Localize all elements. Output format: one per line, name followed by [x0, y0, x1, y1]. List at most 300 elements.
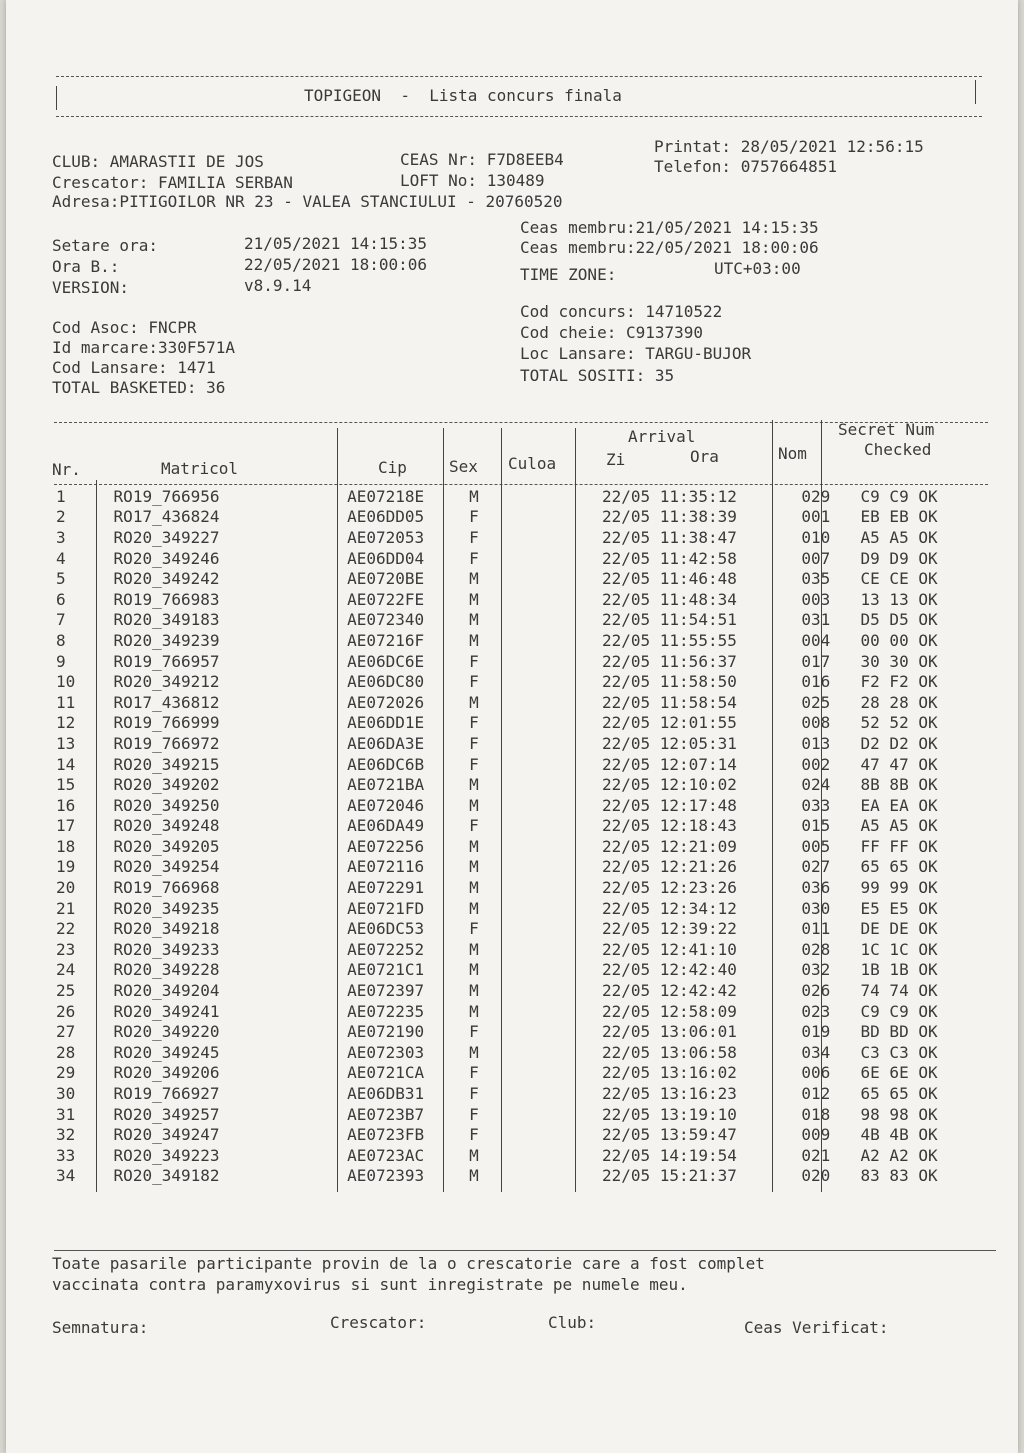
row-matricol: RO19_766983 — [113, 589, 220, 609]
row-number: 21 — [56, 898, 76, 918]
row-nom: 033 — [801, 795, 831, 815]
row-nom: 008 — [801, 713, 831, 733]
row-secret-checked: 83 83 OK — [860, 1166, 938, 1186]
row-culoa — [521, 1083, 588, 1104]
row-cip: AE07216F — [347, 630, 425, 650]
row-matricol: RO20_349205 — [113, 836, 220, 856]
version-value: v8.9.14 — [244, 276, 312, 295]
row-sex: M — [469, 589, 479, 609]
table-row — [50, 754, 1018, 775]
row-culoa — [521, 671, 588, 692]
row-sex: M — [469, 1166, 479, 1186]
table-row — [50, 1063, 1018, 1084]
row-secret-checked: 74 74 OK — [860, 981, 938, 1001]
row-number: 31 — [56, 1104, 76, 1124]
row-cip: AE06DC6E — [347, 651, 425, 671]
table-row — [50, 898, 1018, 919]
row-number: 24 — [56, 960, 76, 980]
row-secret-checked: 65 65 OK — [860, 857, 938, 877]
declaration-line-2: vaccinata contra paramyxovirus si sunt inregistrate pe numele meu. — [52, 1275, 688, 1294]
row-number: 34 — [56, 1166, 76, 1186]
table-row — [50, 1001, 1018, 1022]
row-nom: 018 — [801, 1104, 831, 1124]
row-secret-checked: FF FF OK — [860, 836, 938, 856]
row-sex: F — [469, 507, 479, 527]
row-cip: AE072393 — [347, 1166, 425, 1186]
row-matricol: RO20_349228 — [113, 960, 220, 980]
row-matricol: RO20_349204 — [113, 981, 220, 1001]
row-nom: 009 — [801, 1125, 831, 1145]
row-sex: M — [469, 878, 479, 898]
row-culoa — [521, 754, 588, 775]
row-cip: AE072303 — [347, 1042, 425, 1062]
version-label: VERSION: — [52, 278, 130, 297]
row-nom: 026 — [801, 981, 831, 1001]
row-nom: 028 — [801, 939, 831, 959]
row-sex: F — [469, 527, 479, 547]
row-matricol: RO20_349248 — [113, 816, 220, 836]
row-matricol: RO20_349242 — [113, 569, 220, 589]
row-secret-checked: C9 C9 OK — [860, 486, 938, 506]
table-row — [50, 774, 1018, 795]
row-nom: 013 — [801, 733, 831, 753]
col-header-sex: Sex — [449, 457, 478, 476]
row-secret-checked: A2 A2 OK — [860, 1145, 938, 1165]
row-sex: F — [469, 919, 479, 939]
row-number: 1 — [56, 486, 66, 506]
row-sex: F — [469, 733, 479, 753]
row-number: 8 — [56, 630, 66, 650]
row-number: 23 — [56, 939, 76, 959]
table-row — [50, 877, 1018, 898]
row-sex: F — [469, 754, 479, 774]
row-secret-checked: D5 D5 OK — [860, 610, 938, 630]
table-row — [50, 651, 1018, 672]
row-cip: AE0721BA — [347, 775, 425, 795]
row-sex: M — [469, 981, 479, 1001]
row-matricol: RO20_349257 — [113, 1104, 220, 1124]
row-secret-checked: 30 30 OK — [860, 651, 938, 671]
row-culoa — [521, 527, 588, 548]
row-cip: AE06DC80 — [347, 672, 425, 692]
row-secret-checked: F2 F2 OK — [860, 672, 938, 692]
row-arrival: 22/05 11:42:58 — [601, 548, 737, 568]
row-nom: 027 — [801, 857, 831, 877]
table-row — [50, 1021, 1018, 1042]
row-nom: 001 — [801, 507, 831, 527]
row-nom: 023 — [801, 1001, 831, 1021]
footer-rule — [54, 1250, 996, 1251]
row-nom: 010 — [801, 527, 831, 547]
row-arrival: 22/05 11:58:50 — [601, 672, 737, 692]
row-number: 27 — [56, 1022, 76, 1042]
row-cip: AE06DC53 — [347, 919, 425, 939]
title-box-left-border — [56, 86, 57, 110]
row-secret-checked: 6E 6E OK — [860, 1063, 938, 1083]
row-nom: 020 — [801, 1166, 831, 1186]
row-cip: AE072252 — [347, 939, 425, 959]
row-cip: AE072190 — [347, 1022, 425, 1042]
row-cip: AE06DD1E — [347, 713, 425, 733]
row-arrival: 22/05 11:55:55 — [601, 630, 737, 650]
cod-concurs-line: Cod concurs: 14710522 — [520, 302, 723, 321]
row-arrival: 22/05 11:38:47 — [601, 527, 737, 547]
row-number: 9 — [56, 651, 66, 671]
row-cip: AE0723FB — [347, 1125, 425, 1145]
row-secret-checked: C3 C3 OK — [860, 1042, 938, 1062]
row-arrival: 22/05 12:42:40 — [601, 960, 737, 980]
row-nom: 024 — [801, 775, 831, 795]
row-secret-checked: A5 A5 OK — [860, 816, 938, 836]
row-culoa — [521, 836, 588, 857]
row-cip: AE072116 — [347, 857, 425, 877]
row-number: 3 — [56, 527, 66, 547]
row-sex: F — [469, 672, 479, 692]
row-arrival: 22/05 12:34:12 — [601, 898, 737, 918]
table-row — [50, 836, 1018, 857]
row-cip: AE06DA49 — [347, 816, 425, 836]
row-number: 11 — [56, 692, 76, 712]
row-arrival: 22/05 11:54:51 — [601, 610, 737, 630]
row-nom: 012 — [801, 1084, 831, 1104]
table-row — [50, 816, 1018, 837]
row-arrival: 22/05 11:38:39 — [601, 507, 737, 527]
row-cip: AE06DD04 — [347, 548, 425, 568]
row-secret-checked: A5 A5 OK — [860, 527, 938, 547]
row-culoa — [521, 486, 588, 507]
row-secret-checked: 99 99 OK — [860, 878, 938, 898]
row-arrival: 22/05 13:06:58 — [601, 1042, 737, 1062]
row-culoa — [521, 877, 588, 898]
row-arrival: 22/05 13:19:10 — [601, 1104, 737, 1124]
row-number: 25 — [56, 981, 76, 1001]
row-matricol: RO20_349227 — [113, 527, 220, 547]
row-matricol: RO20_349247 — [113, 1125, 220, 1145]
row-cip: AE0722FE — [347, 589, 425, 609]
row-number: 5 — [56, 569, 66, 589]
row-sex: F — [469, 713, 479, 733]
id-marcare-line: Id marcare:330F571A — [52, 338, 236, 357]
row-nom: 015 — [801, 816, 831, 836]
table-row — [50, 527, 1018, 548]
row-sex: F — [469, 816, 479, 836]
row-number: 7 — [56, 610, 66, 630]
row-nom: 029 — [801, 486, 831, 506]
printat-line: Printat: 28/05/2021 12:56:15 — [654, 137, 924, 156]
row-sex: F — [469, 1084, 479, 1104]
row-secret-checked: 1C 1C OK — [860, 939, 938, 959]
declaration-line-1: Toate pasarile participante provin de la o crescatorie care a fost complet — [52, 1254, 765, 1273]
row-number: 12 — [56, 713, 76, 733]
row-culoa — [521, 795, 588, 816]
printout-page — [6, 0, 1018, 1453]
row-culoa — [521, 548, 588, 569]
table-row — [50, 1104, 1018, 1125]
row-number: 28 — [56, 1042, 76, 1062]
row-sex: F — [469, 1104, 479, 1124]
row-arrival: 22/05 12:18:43 — [601, 816, 737, 836]
table-row — [50, 918, 1018, 939]
row-secret-checked: D9 D9 OK — [860, 548, 938, 568]
row-culoa — [521, 898, 588, 919]
row-cip: AE07218E — [347, 486, 425, 506]
row-arrival: 22/05 12:10:02 — [601, 775, 737, 795]
row-arrival: 22/05 12:17:48 — [601, 795, 737, 815]
col-header-checked: Checked — [864, 440, 932, 459]
row-secret-checked: 1B 1B OK — [860, 960, 938, 980]
loc-lansare-line: Loc Lansare: TARGU-BUJOR — [520, 344, 752, 363]
row-cip: AE06DD05 — [347, 507, 425, 527]
row-secret-checked: CE CE OK — [860, 569, 938, 589]
row-cip: AE072340 — [347, 610, 425, 630]
row-cip: AE072291 — [347, 878, 425, 898]
row-cip: AE072053 — [347, 527, 425, 547]
table-row — [50, 548, 1018, 569]
row-arrival: 22/05 12:23:26 — [601, 878, 737, 898]
crescator-sign-label: Crescator: — [330, 1313, 427, 1332]
row-secret-checked: 4B 4B OK — [860, 1125, 938, 1145]
row-culoa — [521, 1001, 588, 1022]
row-culoa — [521, 857, 588, 878]
row-arrival: 22/05 12:21:09 — [601, 836, 737, 856]
row-sex: F — [469, 1022, 479, 1042]
row-nom: 017 — [801, 651, 831, 671]
row-sex: M — [469, 898, 479, 918]
row-cip: AE0721CA — [347, 1063, 425, 1083]
ceas-membru-2: Ceas membru:22/05/2021 18:00:06 — [520, 238, 819, 257]
row-culoa — [521, 960, 588, 981]
row-culoa — [521, 1145, 588, 1166]
row-sex: F — [469, 548, 479, 568]
col-header-matricol: Matricol — [161, 459, 239, 478]
row-number: 6 — [56, 589, 66, 609]
row-number: 13 — [56, 733, 76, 753]
row-culoa — [521, 1021, 588, 1042]
table-row — [50, 1124, 1018, 1145]
row-arrival: 22/05 12:01:55 — [601, 713, 737, 733]
row-culoa — [521, 733, 588, 754]
total-basketed-line: TOTAL BASKETED: 36 — [52, 378, 226, 397]
row-sex: M — [469, 1001, 479, 1021]
row-sex: M — [469, 775, 479, 795]
time-zone-value: UTC+03:00 — [714, 259, 801, 278]
row-cip: AE0721C1 — [347, 960, 425, 980]
col-header-culoa: Culoa — [508, 454, 557, 473]
row-sex: F — [469, 651, 479, 671]
table-row — [50, 733, 1018, 754]
ceas-nr-line: CEAS Nr: F7D8EEB4 — [400, 150, 564, 169]
row-secret-checked: C9 C9 OK — [860, 1001, 938, 1021]
time-zone-label: TIME ZONE: — [520, 265, 617, 284]
row-culoa — [521, 630, 588, 651]
row-cip: AE0723B7 — [347, 1104, 425, 1124]
row-sex: M — [469, 692, 479, 712]
row-nom: 005 — [801, 836, 831, 856]
setare-ora-value: 21/05/2021 14:15:35 — [244, 234, 428, 253]
row-sex: M — [469, 1145, 479, 1165]
club-line: CLUB: AMARASTII DE JOS — [52, 152, 264, 171]
club-sign-label: Club: — [548, 1313, 597, 1332]
row-culoa — [521, 939, 588, 960]
setare-ora-label: Setare ora: — [52, 236, 158, 255]
row-number: 32 — [56, 1125, 76, 1145]
row-sex: M — [469, 569, 479, 589]
row-nom: 002 — [801, 754, 831, 774]
row-number: 14 — [56, 754, 76, 774]
row-cip: AE06DC6B — [347, 754, 425, 774]
row-cip: AE0720BE — [347, 569, 425, 589]
col-header-cip: Cip — [378, 458, 407, 477]
row-number: 19 — [56, 857, 76, 877]
row-arrival: 22/05 11:48:34 — [601, 589, 737, 609]
row-arrival: 22/05 13:59:47 — [601, 1125, 737, 1145]
row-culoa — [521, 774, 588, 795]
row-matricol: RO20_349215 — [113, 754, 220, 774]
row-secret-checked: D2 D2 OK — [860, 733, 938, 753]
row-culoa — [521, 713, 588, 734]
results-table — [50, 486, 1018, 1186]
row-matricol: RO20_349239 — [113, 630, 220, 650]
row-number: 18 — [56, 836, 76, 856]
table-row — [50, 1042, 1018, 1063]
row-culoa — [521, 980, 588, 1001]
table-row — [50, 1166, 1018, 1187]
row-sex: M — [469, 486, 479, 506]
row-cip: AE0721FD — [347, 898, 425, 918]
report-title: TOPIGEON - Lista concurs finala — [304, 86, 622, 105]
row-number: 10 — [56, 672, 76, 692]
row-arrival: 22/05 13:06:01 — [601, 1022, 737, 1042]
table-row — [50, 692, 1018, 713]
row-number: 30 — [56, 1084, 76, 1104]
row-cip: AE06DA3E — [347, 733, 425, 753]
table-row — [50, 630, 1018, 651]
row-cip: AE072397 — [347, 981, 425, 1001]
row-number: 17 — [56, 816, 76, 836]
row-matricol: RO20_349223 — [113, 1145, 220, 1165]
row-sex: M — [469, 960, 479, 980]
row-cip: AE072235 — [347, 1001, 425, 1021]
row-matricol: RO19_766972 — [113, 733, 220, 753]
row-sex: M — [469, 1042, 479, 1062]
row-matricol: RO19_766927 — [113, 1084, 220, 1104]
adresa-line: Adresa:PITIGOILOR NR 23 - VALEA STANCIULUI - 20760520 — [52, 192, 563, 211]
row-nom: 004 — [801, 630, 831, 650]
row-arrival: 22/05 12:41:10 — [601, 939, 737, 959]
row-culoa — [521, 1124, 588, 1145]
loft-no-line: LOFT No: 130489 — [400, 171, 545, 190]
row-matricol: RO20_349218 — [113, 919, 220, 939]
row-nom: 006 — [801, 1063, 831, 1083]
row-matricol: RO20_349254 — [113, 857, 220, 877]
results-table-body — [50, 486, 1018, 1186]
row-culoa — [521, 1104, 588, 1125]
title-box-right-border — [975, 80, 976, 104]
row-culoa — [521, 568, 588, 589]
row-sex: M — [469, 857, 479, 877]
row-arrival: 22/05 12:39:22 — [601, 919, 737, 939]
col-header-nr: Nr. — [52, 460, 81, 479]
ceas-verificat-label: Ceas Verificat: — [744, 1318, 889, 1337]
row-arrival: 22/05 15:21:37 — [601, 1166, 737, 1186]
row-sex: M — [469, 836, 479, 856]
table-row — [50, 960, 1018, 981]
table-row — [50, 939, 1018, 960]
row-nom: 030 — [801, 898, 831, 918]
row-arrival: 22/05 12:21:26 — [601, 857, 737, 877]
table-row — [50, 1083, 1018, 1104]
row-arrival: 22/05 13:16:23 — [601, 1084, 737, 1104]
row-arrival: 22/05 14:19:54 — [601, 1145, 737, 1165]
row-nom: 036 — [801, 878, 831, 898]
row-secret-checked: EB EB OK — [860, 507, 938, 527]
row-secret-checked: E5 E5 OK — [860, 898, 938, 918]
table-row — [50, 589, 1018, 610]
table-row — [50, 795, 1018, 816]
row-nom: 032 — [801, 960, 831, 980]
row-cip: AE072046 — [347, 795, 425, 815]
table-row — [50, 568, 1018, 589]
cod-lansare-line: Cod Lansare: 1471 — [52, 358, 216, 377]
row-number: 33 — [56, 1145, 76, 1165]
row-matricol: RO19_766999 — [113, 713, 220, 733]
row-matricol: RO17_436812 — [113, 692, 220, 712]
row-secret-checked: 52 52 OK — [860, 713, 938, 733]
row-cip: AE06DB31 — [347, 1084, 425, 1104]
row-arrival: 22/05 11:58:54 — [601, 692, 737, 712]
table-row — [50, 1145, 1018, 1166]
row-nom: 016 — [801, 672, 831, 692]
row-culoa — [521, 692, 588, 713]
row-matricol: RO20_349245 — [113, 1042, 220, 1062]
row-matricol: RO20_349220 — [113, 1022, 220, 1042]
row-secret-checked: 00 00 OK — [860, 630, 938, 650]
row-sex: M — [469, 795, 479, 815]
row-sex: F — [469, 1063, 479, 1083]
row-secret-checked: 98 98 OK — [860, 1104, 938, 1124]
row-secret-checked: 47 47 OK — [860, 754, 938, 774]
row-arrival: 22/05 11:56:37 — [601, 651, 737, 671]
row-matricol: RO19_766968 — [113, 878, 220, 898]
ceas-membru-1: Ceas membru:21/05/2021 14:15:35 — [520, 218, 819, 237]
row-matricol: RO17_436824 — [113, 507, 220, 527]
table-row — [50, 857, 1018, 878]
title-box-top-border — [56, 76, 982, 77]
row-matricol: RO20_349250 — [113, 795, 220, 815]
row-nom: 035 — [801, 569, 831, 589]
row-matricol: RO20_349202 — [113, 775, 220, 795]
table-row — [50, 671, 1018, 692]
table-row — [50, 713, 1018, 734]
row-matricol: RO20_349182 — [113, 1166, 220, 1186]
row-culoa — [521, 1042, 588, 1063]
row-secret-checked: DE DE OK — [860, 919, 938, 939]
col-header-zi: Zi — [606, 450, 626, 469]
col-header-secret-num: Secret Num — [838, 420, 935, 439]
row-nom: 007 — [801, 548, 831, 568]
row-matricol: RO19_766957 — [113, 651, 220, 671]
table-header-bottom-rule — [54, 484, 988, 485]
row-arrival: 22/05 12:42:42 — [601, 981, 737, 1001]
title-box-bottom-border — [56, 116, 982, 117]
row-number: 15 — [56, 775, 76, 795]
row-arrival: 22/05 13:16:02 — [601, 1063, 737, 1083]
row-matricol: RO20_349212 — [113, 672, 220, 692]
col-header-arrival: Arrival — [628, 427, 696, 446]
row-secret-checked: EA EA OK — [860, 795, 938, 815]
row-culoa — [521, 610, 588, 631]
cod-asoc-line: Cod Asoc: FNCPR — [52, 318, 197, 337]
